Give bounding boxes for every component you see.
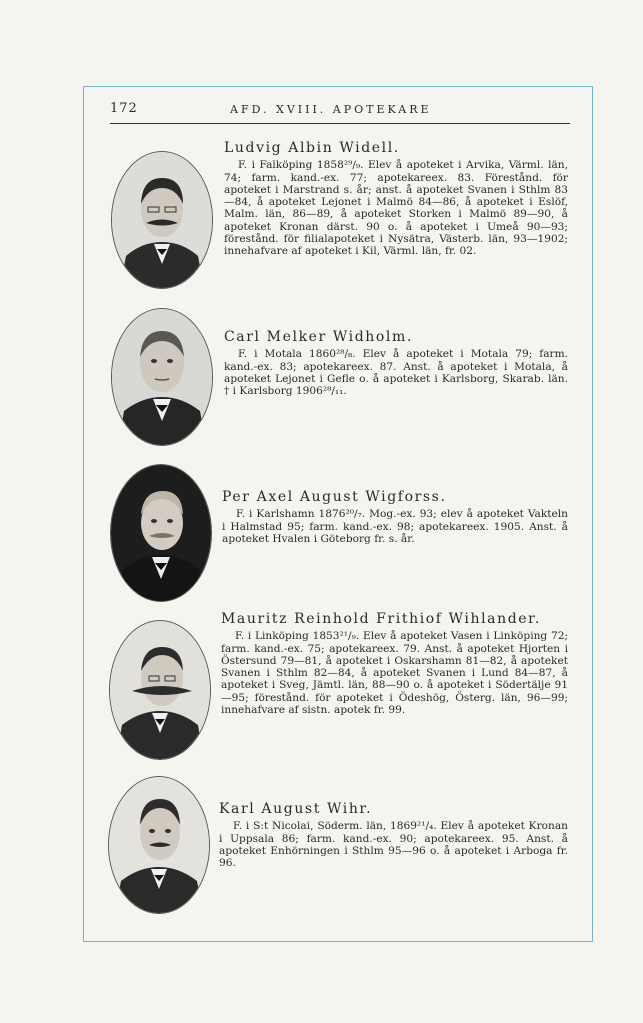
entry-wigforss bbox=[222, 491, 568, 545]
entry-name: Karl August Wihr. bbox=[219, 801, 373, 817]
portrait-wihlander bbox=[109, 620, 211, 760]
portrait-wihr bbox=[108, 776, 210, 914]
entry-name: Mauritz Reinhold Frithiof Wihlander. bbox=[221, 611, 541, 627]
entry-text: F. i Karlshamn 1876²⁰/₇. Mog.-ex. 93; elev å apoteket Vakteln i Halmstad 95; farm. kand.-ex. 98; apotekareex. 1905. Anst. å apoteket Hvalen i Göteborg fr. s. år. bbox=[222, 508, 568, 545]
entry-name: Ludvig Albin Widell. bbox=[224, 140, 400, 156]
portrait-wigforss bbox=[110, 464, 212, 602]
entry-widholm bbox=[224, 331, 568, 397]
page-number: 172 bbox=[110, 101, 138, 116]
entry-name: Per Axel August Wigforss. bbox=[222, 489, 447, 505]
portrait-widholm bbox=[111, 308, 213, 446]
entry-text: F. i Motala 1860²⁸/₈. Elev å apoteket i Motala 79; farm. kand.-ex. 83; apotekareex. 87. Anst. å apoteket i Motala, å apoteket Lejonet i Gefle o. å apoteket i Karlsborg, Skarab. län. † i Karlsborg 1906²⁸/₁₁. bbox=[224, 348, 568, 398]
entry-widell bbox=[224, 142, 568, 258]
running-title: AFD. XVIII. APOTEKARE bbox=[230, 103, 432, 116]
entry-text: F. i Falköping 1858²⁹/₉. Elev å apoteket i Arvika, Värml. län, 74; farm. kand.-ex. 77; apotekareex. 83. Förestånd. för apoteket i Marstrand s. år; anst. å apoteket Svanen i Sthlm 83—84, å apoteket Lejonet i Malmö 84—86, å apoteket i Eslöf, Malm. län, 86—89, å apoteket Storken i Malmö 89—90, å apoteket Kronan därst. 90 o. å apoteket i Umeå 90—93; förestånd. för filialapoteket i Nysätra, Västerb. län, 93—1902; innehafvare af apoteket i Kil, Värml. län, fr. 02. bbox=[224, 159, 568, 258]
page-header bbox=[110, 101, 570, 124]
entry-text: F. i Linköping 1853²¹/₉. Elev å apoteket Vasen i Linköping 72; farm. kand.-ex. 75; apotekareex. 79. Anst. å apoteket Hjorten i Östersund 79—81, å apoteket i Oskarshamn 81—82, å apoteket Svanen i Sthlm 82—84, å apoteket Svanen i Lund 84—87, å apoteket i Sveg, Jämtl. län, 88—90 o. å apoteket i Södertälje 91—95; förestånd. för apoteket i Ödeshög, Österg. län, 96—99; innehafvare af sistn. apotek fr. 99. bbox=[221, 630, 568, 717]
entry-wihr bbox=[219, 803, 568, 869]
entry-text: F. i S:t Nicolai, Söderm. län, 1869²¹/₄. Elev å apoteket Kronan i Uppsala 86; farm. kand.-ex. 90; apotekareex. 95. Anst. å apoteket Enhörningen i Sthlm 95—96 o. å apoteket i Arboga fr. 96. bbox=[219, 820, 568, 870]
entry-name: Carl Melker Widholm. bbox=[224, 329, 413, 345]
portrait-widell bbox=[111, 151, 213, 289]
entry-wihlander bbox=[221, 613, 568, 716]
